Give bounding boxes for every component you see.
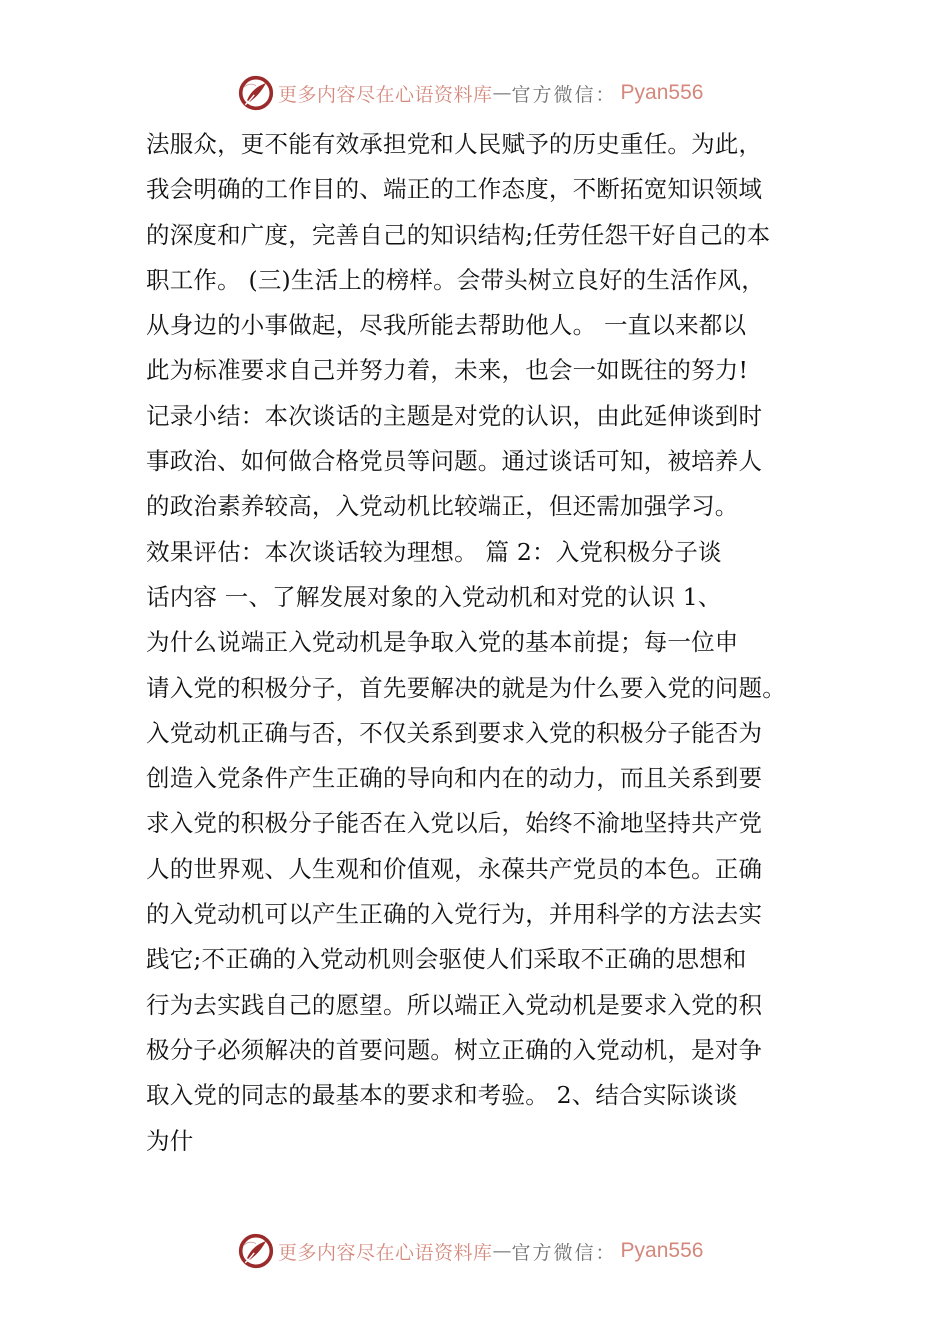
text-line: 此为标准要求自己并努力着，未来，也会一如既往的努力! (146, 356, 749, 385)
text-line: 创造入党条件产生正确的导向和内在的动力，而且关系到要 (146, 764, 763, 793)
banner-main-text: 更多内容尽在心语资料库 (278, 83, 493, 106)
text-line: 人的世界观、人生观和价值观，永葆共产党员的本色。正确 (146, 854, 763, 883)
banner-dash: — (492, 1240, 512, 1262)
banner-dash: — (492, 82, 512, 104)
text-line: 法服众，更不能有效承担党和人民赋予的历史重任。为此， (146, 130, 763, 158)
text-line: 行为去实践自己的愿望。所以端正入党动机是要求入党的积 (146, 990, 763, 1019)
text-line: 效果评估：本次谈话较为理想。 篇 2：入党积极分子谈 (146, 537, 722, 566)
text-line: 的深度和广度，完善自己的知识结构;任劳任怨干好自己的本 (146, 220, 771, 249)
text-line: 的入党动机可以产生正确的入党行为，并用科学的方法去实 (146, 900, 763, 929)
text-line: 请入党的积极分子，首先要解决的就是为什么要入党的问题。 (146, 673, 786, 702)
text-line: 我会明确的工作目的、端正的工作态度，不断拓宽知识领域 (146, 175, 763, 204)
text-line: 入党动机正确与否，不仅关系到要求入党的积极分子能否为 (146, 718, 763, 747)
text-line: 求入党的积极分子能否在入党以后，始终不渝地坚持共产党 (146, 809, 763, 838)
text-line: 记录小结：本次谈话的主题是对党的认识，由此延伸谈到时 (146, 401, 763, 430)
quill-pen-logo-icon (238, 1233, 274, 1269)
text-line: 为什么说端正入党动机是争取入党的基本前提；每一位申 (146, 628, 739, 657)
banner-wechat-id: Pyan556 (620, 81, 704, 104)
text-line: 践它;不正确的入党动机则会驱使人们采取不正确的思想和 (146, 945, 747, 974)
banner-wechat-label: 官方微信： (511, 83, 617, 106)
document-body (146, 122, 836, 1164)
text-line: 事政治、如何做合格党员等问题。通过谈话可知，被培养人 (146, 447, 763, 476)
banner-wechat-id: Pyan556 (620, 1239, 704, 1262)
text-line: 取入党的同志的最基本的要求和考验。 2、结合实际谈谈 (146, 1081, 738, 1110)
text-line: 为什 (146, 1126, 194, 1155)
text-line: 极分子必须解决的首要问题。树立正确的入党动机，是对争 (146, 1035, 763, 1064)
text-line: 职工作。 (三)生活上的榜样。会带头树立良好的生活作风， (146, 265, 765, 294)
text-line: 话内容 一、了解发展对象的入党动机和对党的认识 1、 (146, 582, 722, 611)
banner-main-text: 更多内容尽在心语资料库 (278, 1241, 493, 1264)
text-line: 的政治素养较高，入党动机比较端正，但还需加强学习。 (146, 492, 739, 521)
text-line: 从身边的小事做起，尽我所能去帮助他人。 一直以来都以 (146, 311, 747, 340)
quill-pen-logo-icon (238, 75, 274, 111)
banner-wechat-label: 官方微信： (511, 1241, 617, 1264)
footer-banner (238, 1231, 703, 1271)
header-banner (238, 73, 703, 113)
